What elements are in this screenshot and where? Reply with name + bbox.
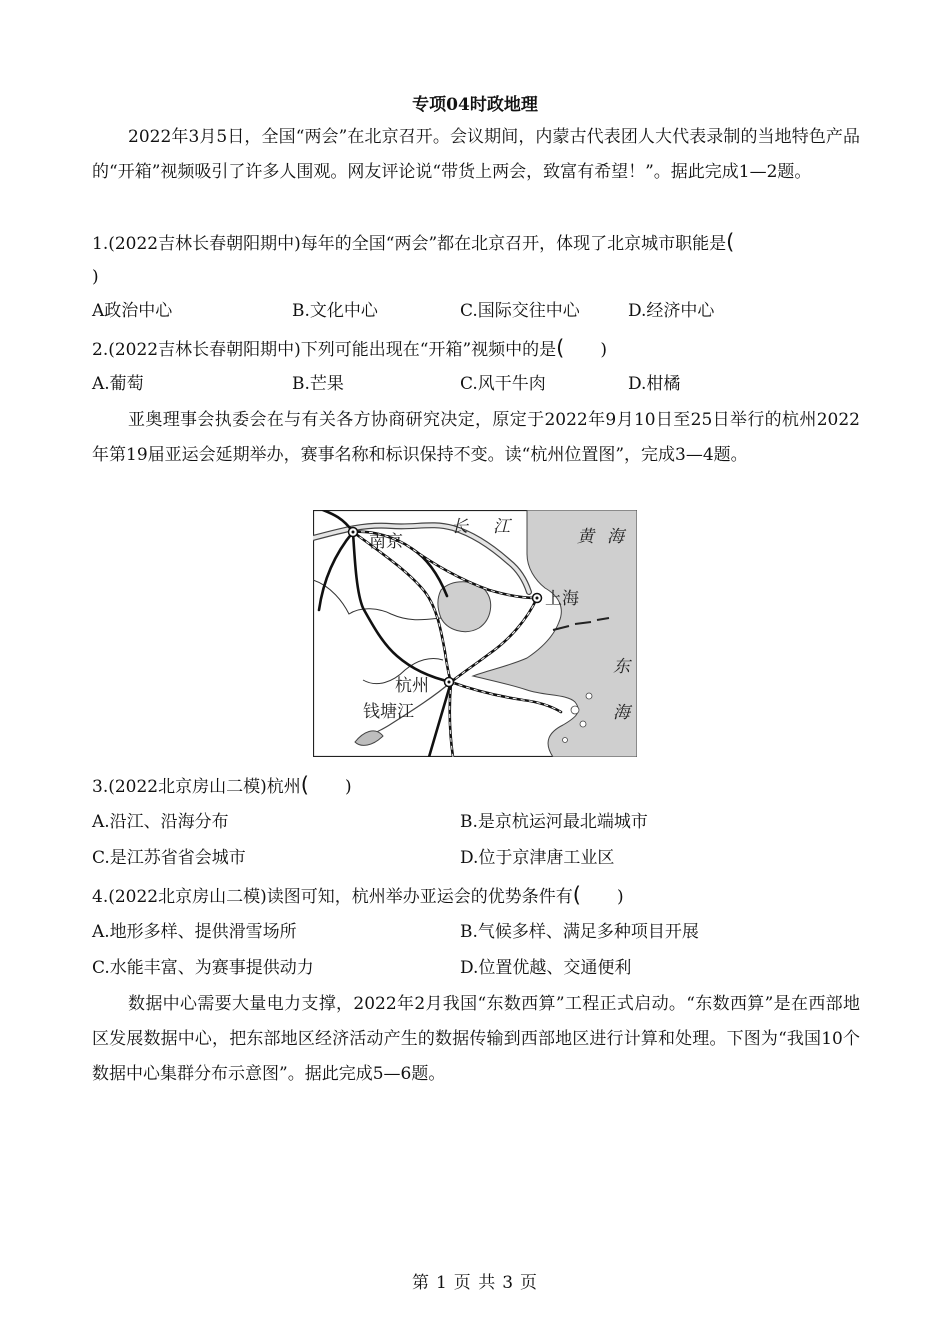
question-3-stem [92,770,352,802]
question-3-option-a: A.沿江、沿海分布 [92,812,229,832]
question-4-option-c: C.水能丰富、为赛事提供动力 [92,958,314,978]
intro-paragraph-1: 2022年3月5日，全国“两会”在北京召开。会议期间，内蒙古代表团人大代表录制的当地特色产品的“开箱”视频吸引了许多人围观。网友评论说“带货上两会，致富有希望！”。据此完成1—2题。 [92,127,860,182]
intro-paragraph-2: 亚奥理事会执委会在与有关各方协商研究决定，原定于2022年9月10日至25日举行的杭州2022年第19届亚运会延期举办，赛事名称和标识保持不变。读“杭州位置图”，完成3—4题。 [92,410,860,465]
question-4-option-d: D.位置优越、交通便利 [460,958,632,978]
map-label-nanjing: 南京 [369,532,403,552]
map-label-changjiang-2: 江 [493,517,510,537]
footer-suffix: 页 [520,1273,539,1293]
question-4-open-paren: ( [572,883,581,907]
footer-prefix: 第 [411,1273,430,1293]
question-2-option-b: B.芒果 [292,374,344,394]
page-title: 专项04时政地理 [412,95,538,115]
question-1-text: 1.(2022吉林长春朝阳期中)每年的全国“两会”都在北京召开，体现了北京城市职能是 [92,234,727,254]
footer-total-pages: 3 [502,1273,515,1293]
question-4-stem [92,880,624,912]
map-label-donghai-2: 海 [613,703,630,723]
question-4-option-a: A.地形多样、提供滑雪场所 [92,922,297,942]
question-3-open-paren: ( [300,773,309,797]
map-label-qiantangjiang: 钱塘江 [363,702,414,722]
question-3-text: 3.(2022北京房山二模)杭州 [92,777,301,797]
question-4-text: 4.(2022北京房山二模)读图可知，杭州举办亚运会的优势条件有 [92,887,573,907]
footer-mid: 页 共 [453,1273,497,1293]
question-1-option-a: A政治中心 [92,301,173,321]
footer-page-number: 1 [435,1273,448,1293]
question-2-text: 2.(2022吉林长春朝阳期中)下列可能出现在“开箱”视频中的是 [92,340,557,360]
question-3-option-b: B.是京杭运河最北端城市 [460,812,648,832]
question-2-option-d: D.柑橘 [628,374,681,394]
question-3-option-d: D.位于京津唐工业区 [460,848,615,868]
question-1-stem [92,227,734,259]
question-2-stem [92,333,607,365]
question-2-option-c: C.风干牛肉 [460,374,546,394]
question-1-option-c: C.国际交往中心 [460,301,580,321]
question-4-close-paren: ) [616,887,624,907]
question-1-option-d: D.经济中心 [628,301,715,321]
map-label-shanghai: 上海 [545,589,579,609]
question-4-option-b: B.气候多样、满足多种项目开展 [460,922,699,942]
question-2-close-paren: ) [600,340,607,360]
map-label-huanghai-2: 海 [607,527,624,547]
map-label-changjiang-1: 长 [451,517,468,537]
question-1-close-paren: ) [92,267,99,287]
hangzhou-location-map [313,510,637,757]
question-1-open-paren: ( [726,230,735,254]
question-2-option-a: A.葡萄 [92,374,144,394]
page-footer [0,1268,950,1293]
intro-paragraph-3: 数据中心需要大量电力支撑，2022年2月我国“东数西算”工程正式启动。“东数西算”是在西部地区发展数据中心，把东部地区经济活动产生的数据传输到西部地区进行计算和处理。下图为“我国10个数据中心集群分布示意图”。据此完成5—6题。 [92,994,860,1084]
map-label-hangzhou: 杭州 [395,676,429,696]
question-2-open-paren: ( [556,336,565,360]
map-label-donghai-1: 东 [613,657,630,677]
question-3-option-c: C.是江苏省省会城市 [92,848,246,868]
map-label-huanghai-1: 黄 [577,527,594,547]
question-3-close-paren: ) [344,777,352,797]
question-1-option-b: B.文化中心 [292,301,378,321]
